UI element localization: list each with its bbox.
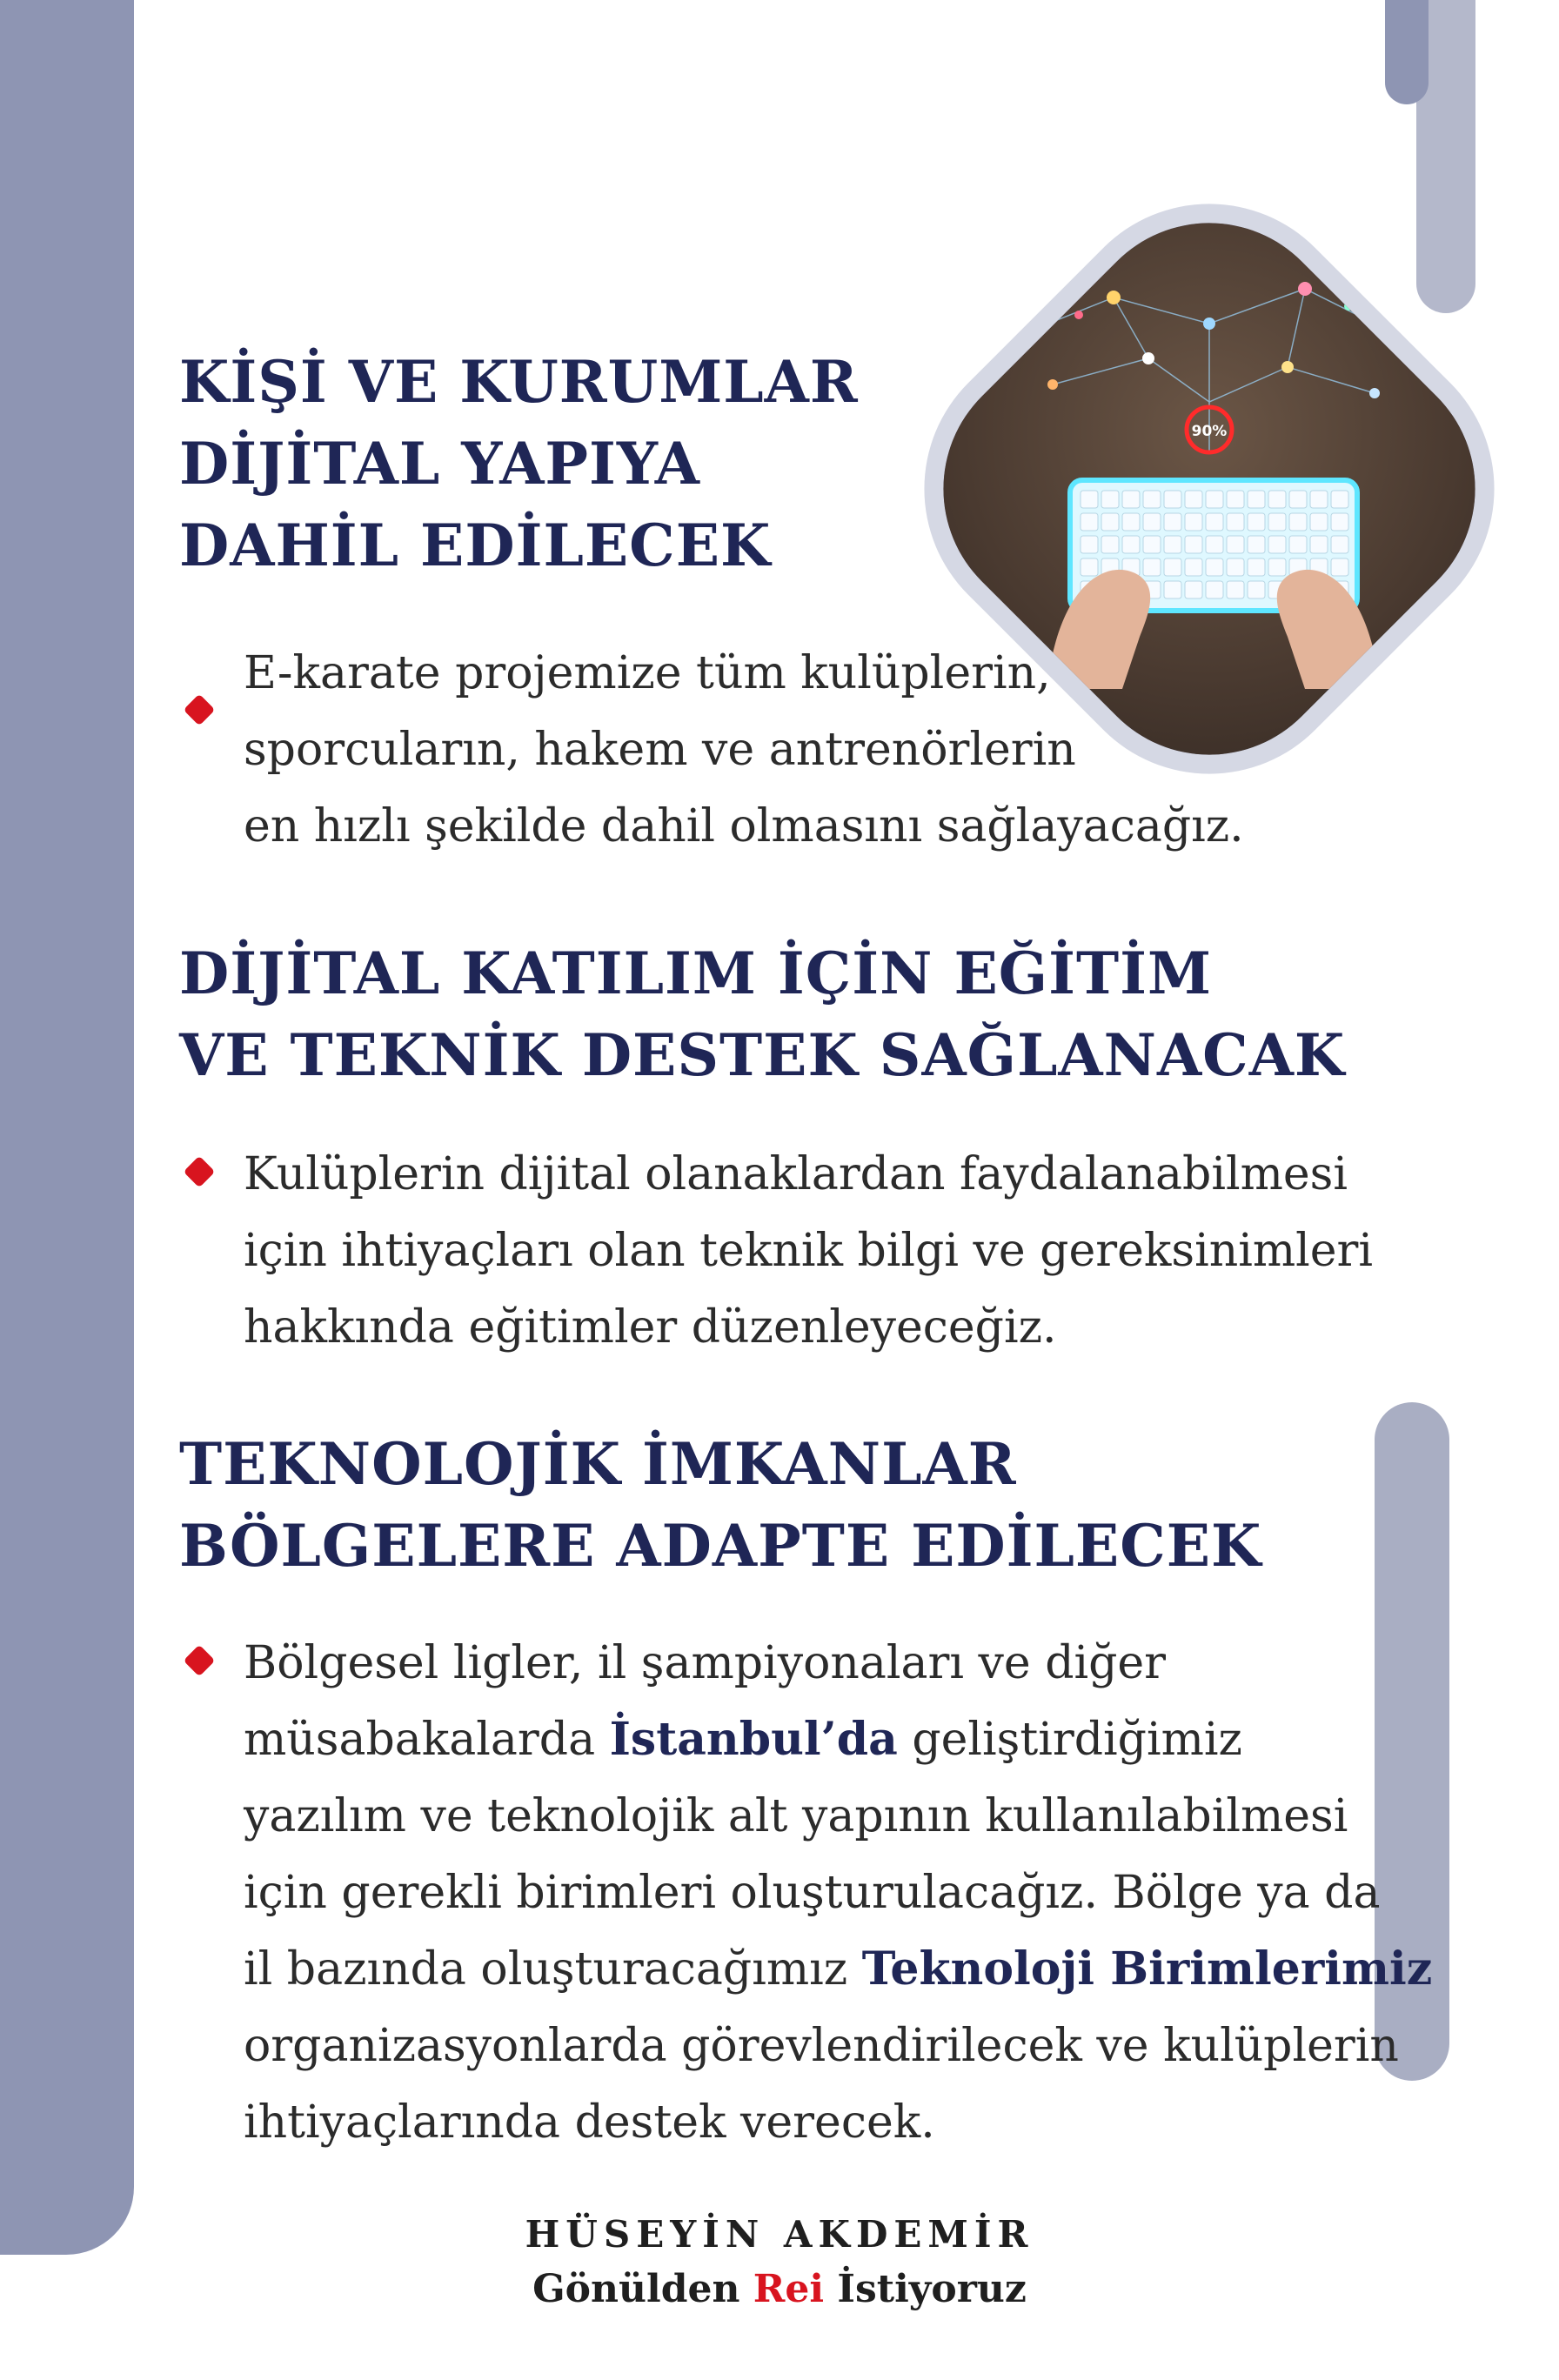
keyboard-key [1164, 513, 1181, 531]
highlight-technology-units: Teknoloji Birimlerimiz [861, 1942, 1433, 1996]
keyboard-key [1206, 581, 1223, 598]
keyboard-key [1185, 536, 1202, 553]
keyboard-key [1206, 558, 1223, 576]
keyboard-key [1122, 536, 1140, 553]
keyboard-key [1101, 513, 1119, 531]
keyboard-key [1248, 536, 1265, 553]
keyboard-key [1164, 536, 1181, 553]
keyboard-key [1143, 558, 1161, 576]
section-3-text [244, 1625, 1432, 2161]
text-line: yazılım ve teknolojik alt yapının kullanılabilmesi [244, 1790, 1348, 1842]
keyboard-key [1101, 536, 1119, 553]
left-decorative-bar [0, 0, 134, 2255]
keyboard-key [1289, 536, 1307, 553]
author-name: HÜSEYİN AKDEMİR [525, 2213, 1034, 2256]
section-2-heading [179, 933, 1345, 1096]
section-2-text [244, 1136, 1373, 1366]
keyboard-key [1185, 581, 1202, 598]
keyboard-key [1122, 513, 1140, 531]
text-line: müsabakalarda [244, 1714, 610, 1766]
right-hand [1277, 570, 1375, 689]
section-1-text [244, 635, 1244, 865]
keyboard-key [1185, 513, 1202, 531]
keyboard-key [1143, 536, 1161, 553]
keyboard-key [1310, 491, 1328, 508]
keyboard-key [1310, 513, 1328, 531]
section-3-heading [179, 1423, 1261, 1587]
text-line: hakkında eğitimler düzenleyeceğiz. [244, 1301, 1057, 1354]
bullet-diamond-icon [184, 694, 216, 726]
keyboard-key [1331, 536, 1348, 553]
text-line: E-karate projemize tüm kulüplerin, [244, 647, 1051, 699]
keyboard-key [1331, 491, 1348, 508]
keyboard-key [1268, 491, 1286, 508]
keyboard-key [1227, 491, 1244, 508]
keyboard-key [1081, 536, 1098, 553]
text-line: için ihtiyaçları olan teknik bilgi ve gereksinimleri [244, 1225, 1374, 1277]
text-line: Kulüplerin dijital olanaklardan faydalanabilmesi [244, 1148, 1348, 1200]
text-line: organizasyonlarda görevlendirilecek ve kulüplerin [244, 2020, 1399, 2072]
keyboard-key [1248, 491, 1265, 508]
keyboard-key [1331, 513, 1348, 531]
keyboard-key [1268, 558, 1286, 576]
text-line: Bölgesel ligler, il şampiyonaları ve diğer [244, 1637, 1167, 1689]
keyboard-key [1164, 491, 1181, 508]
keyboard-key [1122, 491, 1140, 508]
keyboard-key [1185, 558, 1202, 576]
keyboard-key [1164, 558, 1181, 576]
keyboard-key [1227, 581, 1244, 598]
keyboard-key [1227, 513, 1244, 531]
keyboard-key [1081, 558, 1098, 576]
keyboard-key [1164, 581, 1181, 598]
slogan-highlight: Rei [753, 2267, 825, 2311]
slogan-text: İstiyoruz [824, 2267, 1027, 2311]
slogan-text: Gönülden [532, 2267, 753, 2311]
text-line: ihtiyaçlarında destek verecek. [244, 2096, 935, 2149]
text-line: için gerekli birimleri oluşturulacağız. Bölge ya da [244, 1867, 1381, 1919]
keyboard-key [1248, 513, 1265, 531]
keyboard-key [1268, 536, 1286, 553]
highlight-istanbul: İstanbul’da [609, 1713, 898, 1766]
section-2-heading-line: DİJİTAL KATILIM İÇİN EĞİTİM [179, 939, 1213, 1007]
keyboard-key [1143, 491, 1161, 508]
keyboard-key [1227, 558, 1244, 576]
section-2-heading-line: VE TEKNİK DESTEK SAĞLANACAK [179, 1021, 1346, 1089]
keyboard-key [1331, 558, 1348, 576]
section-1-heading-line: DİJİTAL YAPIYA [179, 430, 701, 498]
text-line: en hızlı şekilde dahil olmasını sağlayacağız. [244, 800, 1244, 852]
keyboard-key [1206, 491, 1223, 508]
keyboard-key [1227, 536, 1244, 553]
section-1-heading-line: DAHİL EDİLECEK [179, 511, 772, 579]
campaign-slogan [0, 2267, 1559, 2311]
keyboard-key [1289, 513, 1307, 531]
bullet-diamond-icon [184, 1645, 216, 1677]
top-right-inner-pill [1385, 0, 1429, 104]
text-line: geliştirdiğimiz [897, 1714, 1242, 1766]
keyboard-key [1310, 536, 1328, 553]
section-1-heading [179, 341, 859, 586]
keyboard-key [1289, 491, 1307, 508]
keyboard-key [1206, 513, 1223, 531]
bullet-diamond-icon [184, 1156, 216, 1188]
section-1-heading-line: KİŞİ VE KURUMLAR [179, 348, 859, 416]
keyboard-key [1248, 581, 1265, 598]
keyboard-key [1268, 513, 1286, 531]
keyboard-key [1248, 558, 1265, 576]
section-3-heading-line: BÖLGELERE ADAPTE EDİLECEK [179, 1512, 1262, 1580]
keyboard-key [1206, 536, 1223, 553]
keyboard-key [1081, 491, 1098, 508]
progress-badge-label: 90% [1191, 423, 1228, 440]
section-3-heading-line: TEKNOLOJİK İMKANLAR [179, 1430, 1017, 1498]
text-line: sporcuların, hakem ve antrenörlerin [244, 724, 1076, 776]
text-line: il bazında oluşturacağımız [244, 1943, 862, 1996]
keyboard-key [1101, 491, 1119, 508]
keyboard-key [1081, 513, 1098, 531]
keyboard-key [1143, 513, 1161, 531]
keyboard-key [1185, 491, 1202, 508]
